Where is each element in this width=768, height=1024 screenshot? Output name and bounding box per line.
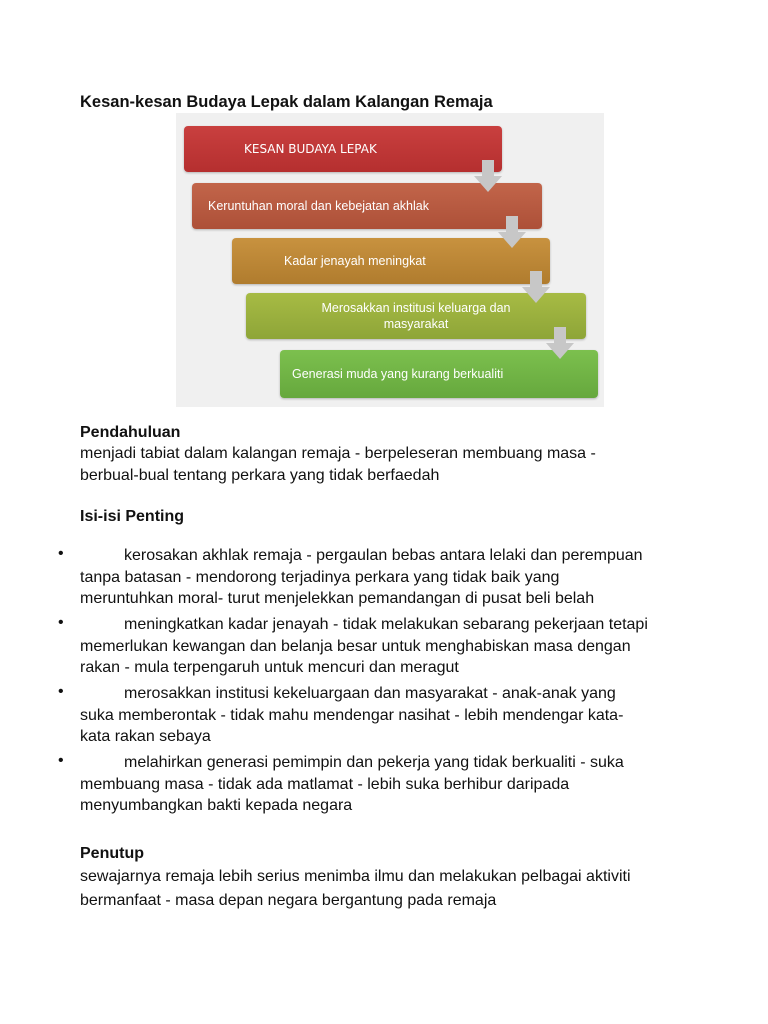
effects-diagram xyxy=(176,113,604,407)
bullet-icon: • xyxy=(58,683,64,700)
list-item-line: suka memberontak - tidak mahu mendengar nasihat - lebih mendengar kata- xyxy=(80,707,624,724)
heading-pendahuluan: Pendahuluan xyxy=(80,424,181,441)
list-item-line xyxy=(80,545,643,566)
list-item-text: meningkatkan kadar jenayah - tidak melakukan sebarang pekerjaan tetapi xyxy=(124,616,648,633)
pendahuluan-line-2: berbual-bual tentang perkara yang tidak berfaedah xyxy=(80,467,440,484)
penutup-line-1: sewajarnya remaja lebih serius menimba ilmu dan melakukan pelbagai aktiviti xyxy=(80,868,631,885)
diagram-box-generasi-muda: Generasi muda yang kurang berkualiti xyxy=(280,350,598,398)
list-item-line: menyumbangkan bakti kepada negara xyxy=(80,797,353,814)
list-item-line xyxy=(80,683,616,704)
diagram-box-kesan-budaya-lepak: KESAN BUDAYA LEPAK xyxy=(184,126,502,172)
heading-isi-isi-penting: Isi-isi Penting xyxy=(80,508,185,525)
list-item-line: rakan - mula terpengaruh untuk mencuri dan meragut xyxy=(80,659,459,676)
down-arrow-icon xyxy=(522,271,550,303)
bullet-icon: • xyxy=(58,545,64,562)
list-item-line: memerlukan kewangan dan belanja besar untuk menghabiskan masa dengan xyxy=(80,638,631,655)
list-item-line xyxy=(80,614,648,635)
document-title: Kesan-kesan Budaya Lepak dalam Kalangan Remaja xyxy=(80,93,493,111)
down-arrow-icon xyxy=(498,216,526,248)
penutup-line-2: bermanfaat - masa depan negara bergantung pada remaja xyxy=(80,892,497,909)
pendahuluan-line-1: menjadi tabiat dalam kalangan remaja - berpeleseran membuang masa - xyxy=(80,445,596,462)
down-arrow-icon xyxy=(474,160,502,192)
list-item-line: tanpa batasan - mendorong terjadinya perkara yang tidak baik yang xyxy=(80,569,560,586)
bullet-icon: • xyxy=(58,614,64,631)
down-arrow-icon xyxy=(546,327,574,359)
list-item-line xyxy=(80,752,624,773)
list-item-line: meruntuhkan moral- turut menjelekkan pemandangan di pusat beli belah xyxy=(80,590,595,607)
list-item-text: melahirkan generasi pemimpin dan pekerja yang tidak berkualiti - suka xyxy=(124,754,624,771)
list-item-text: merosakkan institusi kekeluargaan dan masyarakat - anak-anak yang xyxy=(124,685,616,702)
list-item-text: kerosakan akhlak remaja - pergaulan bebas antara lelaki dan perempuan xyxy=(124,547,643,564)
diagram-box-keruntuhan-moral: Keruntuhan moral dan kebejatan akhlak xyxy=(192,183,542,229)
heading-penutup: Penutup xyxy=(80,845,144,862)
list-item-line: membuang masa - tidak ada matlamat - lebih suka berhibur daripada xyxy=(80,776,570,793)
list-item-line: kata rakan sebaya xyxy=(80,728,211,745)
diagram-box-kadar-jenayah: Kadar jenayah meningkat xyxy=(232,238,550,284)
bullet-icon: • xyxy=(58,752,64,769)
diagram-box-institusi-keluarga-label: Merosakkan institusi keluarga dan masyarakat xyxy=(321,301,511,331)
